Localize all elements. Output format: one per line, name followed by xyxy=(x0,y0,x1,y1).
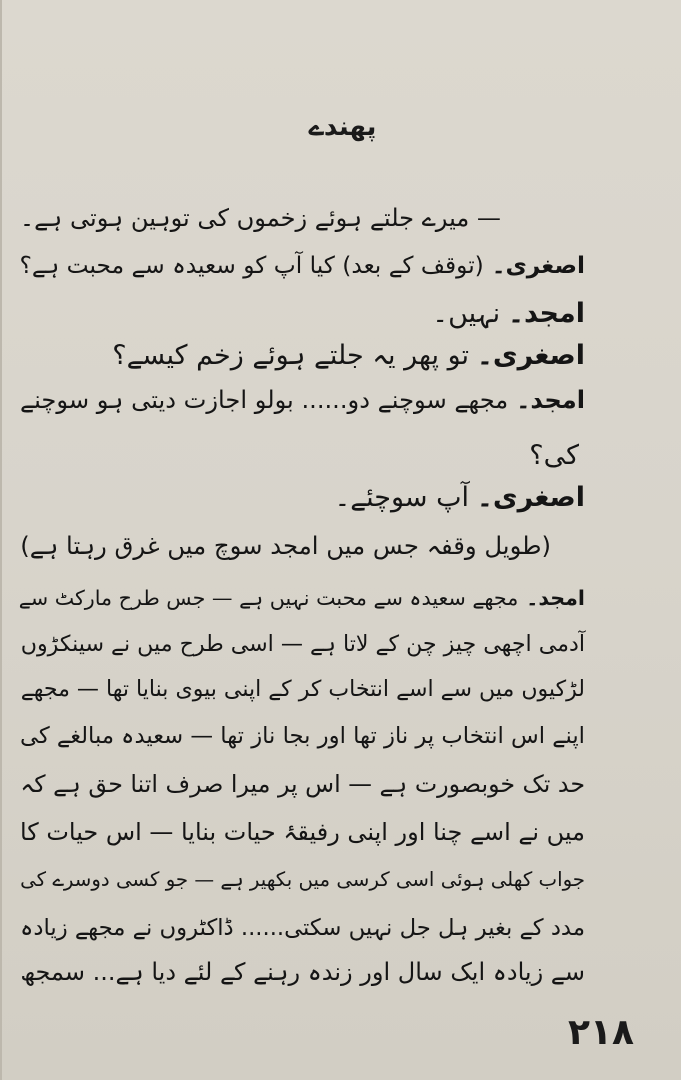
line-text: مدد کے بغیر ہل جل نہیں سکتی...... ڈاکٹروں نے مجھے زیادہ xyxy=(20,915,585,941)
line-text: آپ سوچئے۔ xyxy=(334,482,470,513)
text-line-17 xyxy=(20,952,585,992)
text-line-12 xyxy=(20,716,585,756)
line-text: لڑکیوں میں سے اسے انتخاب کر کے اپنی بیوی بنایا تھا — مجھے xyxy=(20,677,585,702)
text-line-11 xyxy=(21,670,585,710)
text-line-6 xyxy=(529,436,579,476)
line-text: کی؟ xyxy=(529,440,579,471)
text-line-13 xyxy=(20,764,585,804)
speaker-name: اصغری۔ xyxy=(477,482,585,513)
line-text: اپنے اس انتخاب پر ناز تھا اور بجا ناز تھا — سعیدہ مبالغے کی xyxy=(19,723,585,749)
line-text: تو پھر یہ جلتے ہوئے زخم کیسے؟ xyxy=(112,340,470,371)
line-text: مجھے سوچنے دو...... بولو اجازت دیتی ہو سوچنے xyxy=(19,386,509,414)
line-text: حد تک خوبصورت ہے — اس پر میرا صرف اتنا حق ہے کہ xyxy=(20,770,585,798)
line-text: جواب کھلی ہوئی اسی کرسی میں بکھیر ہے — جو کسی دوسرے کی xyxy=(20,868,585,891)
line-text: — میرے جلتے ہوئے زخموں کی توہین ہوتی ہے۔ xyxy=(19,204,501,232)
text-line-4 xyxy=(112,336,585,376)
line-text: آدمی اچھی چیز چن کے لاتا ہے — اسی طرح میں نے سینکڑوں xyxy=(20,631,585,657)
text-line-8 xyxy=(20,526,551,566)
line-text: (توقف کے بعد) کیا آپ کو سعیدہ سے محبت ہے؟ xyxy=(19,252,484,279)
text-line-16 xyxy=(20,908,585,948)
line-text: میں نے اسے چنا اور اپنی رفیقۂ حیات بنایا — اس حیات کا xyxy=(20,818,585,846)
text-line-14 xyxy=(20,812,585,852)
speaker-name: امجد۔ xyxy=(508,298,585,329)
text-line-5 xyxy=(20,380,585,420)
text-line-1 xyxy=(20,198,501,238)
line-text: مجھے سعیدہ سے محبت نہیں ہے — جس طرح مارکٹ سے xyxy=(18,586,519,610)
speaker-name: امجد۔ xyxy=(526,586,585,610)
text-line-10 xyxy=(21,624,585,664)
page-header-title: پھندے xyxy=(308,112,377,142)
line-text: (طویل وقفہ جس میں امجد سوچ میں غرق رہتا ہے) xyxy=(20,531,551,560)
text-line-2 xyxy=(20,246,586,286)
text-line-15 xyxy=(20,860,585,900)
speaker-name: اصغری۔ xyxy=(477,340,585,371)
line-text: نہیں۔ xyxy=(432,298,501,329)
line-text: سے زیادہ ایک سال اور زندہ رہنے کے لئے دیا ہے... سمجھ xyxy=(20,958,585,986)
text-line-9 xyxy=(19,578,585,618)
speaker-name: اصغری۔ xyxy=(491,252,585,279)
page-number: ۲۱۸ xyxy=(568,1012,634,1053)
text-line-3 xyxy=(432,294,585,334)
text-line-7 xyxy=(334,478,585,518)
speaker-name: امجد۔ xyxy=(516,386,585,414)
